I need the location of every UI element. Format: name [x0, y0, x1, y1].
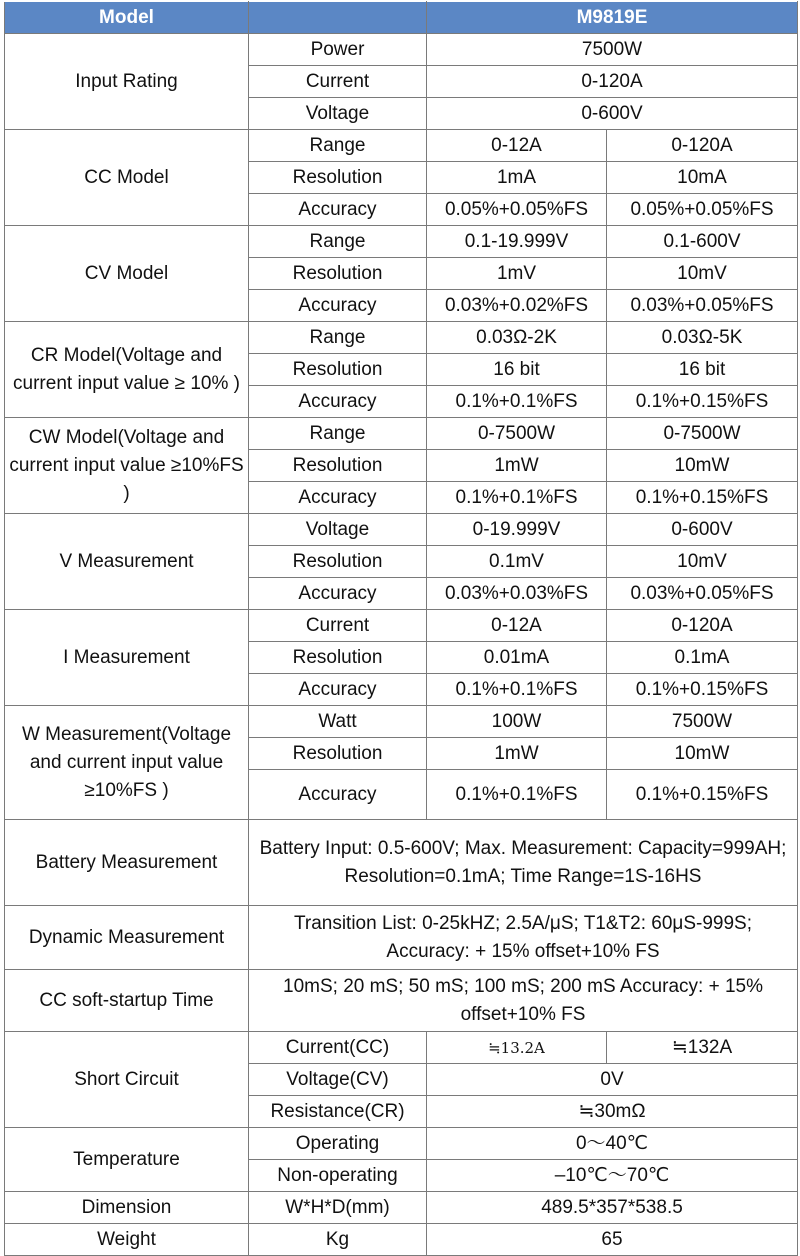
- param-cell: Kg: [249, 1224, 427, 1256]
- param-cell: Accuracy: [249, 770, 427, 820]
- model-value: M9819E: [427, 2, 798, 34]
- value-high-cell: 10mA: [607, 162, 798, 194]
- value-high-cell: 0.1%+0.15%FS: [607, 770, 798, 820]
- value-low-cell: 100W: [427, 706, 607, 738]
- table-row: [5, 906, 798, 970]
- value-low-cell: 16 bit: [427, 354, 607, 386]
- value-high-cell: 10mW: [607, 450, 798, 482]
- battery-measurement-value: Battery Input: 0.5-600V; Max. Measurement: Capacity=999AH; Resolution=0.1mA; Time Range=1S-16HS: [249, 820, 798, 906]
- group-label-cc-model: CC Model: [5, 130, 249, 226]
- param-cell: Resolution: [249, 258, 427, 290]
- table-row: [5, 418, 798, 450]
- param-cell: Voltage(CV): [249, 1064, 427, 1096]
- value-high-cell: 10mW: [607, 738, 798, 770]
- group-label-i-measurement: I Measurement: [5, 610, 249, 706]
- value-low-cell: 1mW: [427, 738, 607, 770]
- value-high-cell: 0-7500W: [607, 418, 798, 450]
- value-cell: 7500W: [427, 34, 798, 66]
- value-low-cell: 0-7500W: [427, 418, 607, 450]
- header-blank: [249, 2, 427, 34]
- param-cell: Resolution: [249, 450, 427, 482]
- value-high-cell: 16 bit: [607, 354, 798, 386]
- param-cell: Resolution: [249, 642, 427, 674]
- value-low-cell: ≒13.2A: [427, 1032, 607, 1064]
- table-row: [5, 706, 798, 738]
- value-high-cell: 0.03%+0.05%FS: [607, 578, 798, 610]
- param-cell: Current(CC): [249, 1032, 427, 1064]
- group-label-dimension: Dimension: [5, 1192, 249, 1224]
- value-high-cell: 0.1mA: [607, 642, 798, 674]
- value-cell: 489.5*357*538.5: [427, 1192, 798, 1224]
- header-row: [5, 2, 798, 34]
- value-cell: 65: [427, 1224, 798, 1256]
- value-low-cell: 0.03Ω-2K: [427, 322, 607, 354]
- value-low-cell: 0.1%+0.1%FS: [427, 674, 607, 706]
- value-high-cell: 7500W: [607, 706, 798, 738]
- spec-table: [4, 1, 798, 1256]
- param-cell: Range: [249, 418, 427, 450]
- table-row: [5, 226, 798, 258]
- value-low-cell: 1mA: [427, 162, 607, 194]
- param-cell: Resistance(CR): [249, 1096, 427, 1128]
- table-row: [5, 514, 798, 546]
- param-cell: Accuracy: [249, 290, 427, 322]
- value-high-cell: 0-120A: [607, 130, 798, 162]
- table-row: [5, 1192, 798, 1224]
- value-cell: 0V: [427, 1064, 798, 1096]
- param-cell: Resolution: [249, 546, 427, 578]
- group-label-temperature: Temperature: [5, 1128, 249, 1192]
- param-cell: Watt: [249, 706, 427, 738]
- value-high-cell: 10mV: [607, 546, 798, 578]
- table-row: [5, 610, 798, 642]
- value-high-cell: 0.05%+0.05%FS: [607, 194, 798, 226]
- value-low-cell: 0-12A: [427, 610, 607, 642]
- param-cell: Accuracy: [249, 578, 427, 610]
- group-label-cc-soft-startup: CC soft-startup Time: [5, 970, 249, 1032]
- param-cell: Non-operating: [249, 1160, 427, 1192]
- cc-soft-startup-value: 10mS; 20 mS; 50 mS; 100 mS; 200 mS Accuracy: + 15% offset+10% FS: [249, 970, 798, 1032]
- value-high-cell: 0.03Ω-5K: [607, 322, 798, 354]
- value-high-cell: 0.1%+0.15%FS: [607, 482, 798, 514]
- group-label-battery-measurement: Battery Measurement: [5, 820, 249, 906]
- table-row: [5, 1032, 798, 1064]
- value-low-cell: 0.01mA: [427, 642, 607, 674]
- value-cell: 0-120A: [427, 66, 798, 98]
- value-high-cell: 0.1-600V: [607, 226, 798, 258]
- table-row: [5, 1224, 798, 1256]
- param-cell: Current: [249, 66, 427, 98]
- value-low-cell: 0.1%+0.1%FS: [427, 386, 607, 418]
- value-low-cell: 0-12A: [427, 130, 607, 162]
- group-label-cw-model: CW Model(Voltage and current input value ≥10%FS ): [5, 418, 249, 514]
- table-row: [5, 34, 798, 66]
- group-label-weight: Weight: [5, 1224, 249, 1256]
- param-cell: Resolution: [249, 162, 427, 194]
- value-cell: ≒30mΩ: [427, 1096, 798, 1128]
- group-label-short-circuit: Short Circuit: [5, 1032, 249, 1128]
- value-cell: 0-600V: [427, 98, 798, 130]
- value-high-cell: 0-120A: [607, 610, 798, 642]
- dynamic-measurement-value: Transition List: 0-25kHZ; 2.5A/μS; T1&T2: 60μS-999S; Accuracy: + 15% offset+10% FS: [249, 906, 798, 970]
- value-high-cell: 0.1%+0.15%FS: [607, 386, 798, 418]
- group-label-dynamic-measurement: Dynamic Measurement: [5, 906, 249, 970]
- param-cell: Accuracy: [249, 482, 427, 514]
- value-high-cell: 0.03%+0.05%FS: [607, 290, 798, 322]
- value-low-cell: 1mW: [427, 450, 607, 482]
- param-cell: Current: [249, 610, 427, 642]
- table-row: [5, 130, 798, 162]
- group-label-cv-model: CV Model: [5, 226, 249, 322]
- value-cell: –10℃～70℃: [427, 1160, 798, 1192]
- model-label: Model: [5, 2, 249, 34]
- table-row: [5, 820, 798, 906]
- value-high-cell: 0-600V: [607, 514, 798, 546]
- table-row: [5, 970, 798, 1032]
- value-low-cell: 0.05%+0.05%FS: [427, 194, 607, 226]
- param-cell: Accuracy: [249, 674, 427, 706]
- table-row: [5, 322, 798, 354]
- value-low-cell: 0.03%+0.02%FS: [427, 290, 607, 322]
- param-cell: Voltage: [249, 98, 427, 130]
- value-high-cell: 0.1%+0.15%FS: [607, 674, 798, 706]
- param-cell: Range: [249, 226, 427, 258]
- param-cell: Operating: [249, 1128, 427, 1160]
- group-label-w-measurement: W Measurement(Voltage and current input value ≥10%FS ): [5, 706, 249, 820]
- param-cell: Voltage: [249, 514, 427, 546]
- value-high-cell: 10mV: [607, 258, 798, 290]
- value-low-cell: 0-19.999V: [427, 514, 607, 546]
- param-cell: Accuracy: [249, 386, 427, 418]
- param-cell: W*H*D(mm): [249, 1192, 427, 1224]
- group-label-input-rating: Input Rating: [5, 34, 249, 130]
- value-low-cell: 0.1mV: [427, 546, 607, 578]
- value-high-cell: ≒132A: [607, 1032, 798, 1064]
- param-cell: Resolution: [249, 354, 427, 386]
- value-low-cell: 0.1%+0.1%FS: [427, 482, 607, 514]
- param-cell: Accuracy: [249, 194, 427, 226]
- value-cell: 0～40℃: [427, 1128, 798, 1160]
- param-cell: Range: [249, 130, 427, 162]
- group-label-cr-model: CR Model(Voltage and current input value ≥ 10% ): [5, 322, 249, 418]
- param-cell: Range: [249, 322, 427, 354]
- param-cell: Power: [249, 34, 427, 66]
- group-label-v-measurement: V Measurement: [5, 514, 249, 610]
- value-low-cell: 0.03%+0.03%FS: [427, 578, 607, 610]
- param-cell: Resolution: [249, 738, 427, 770]
- value-low-cell: 0.1%+0.1%FS: [427, 770, 607, 820]
- value-low-cell: 1mV: [427, 258, 607, 290]
- value-low-cell: 0.1-19.999V: [427, 226, 607, 258]
- table-row: [5, 1128, 798, 1160]
